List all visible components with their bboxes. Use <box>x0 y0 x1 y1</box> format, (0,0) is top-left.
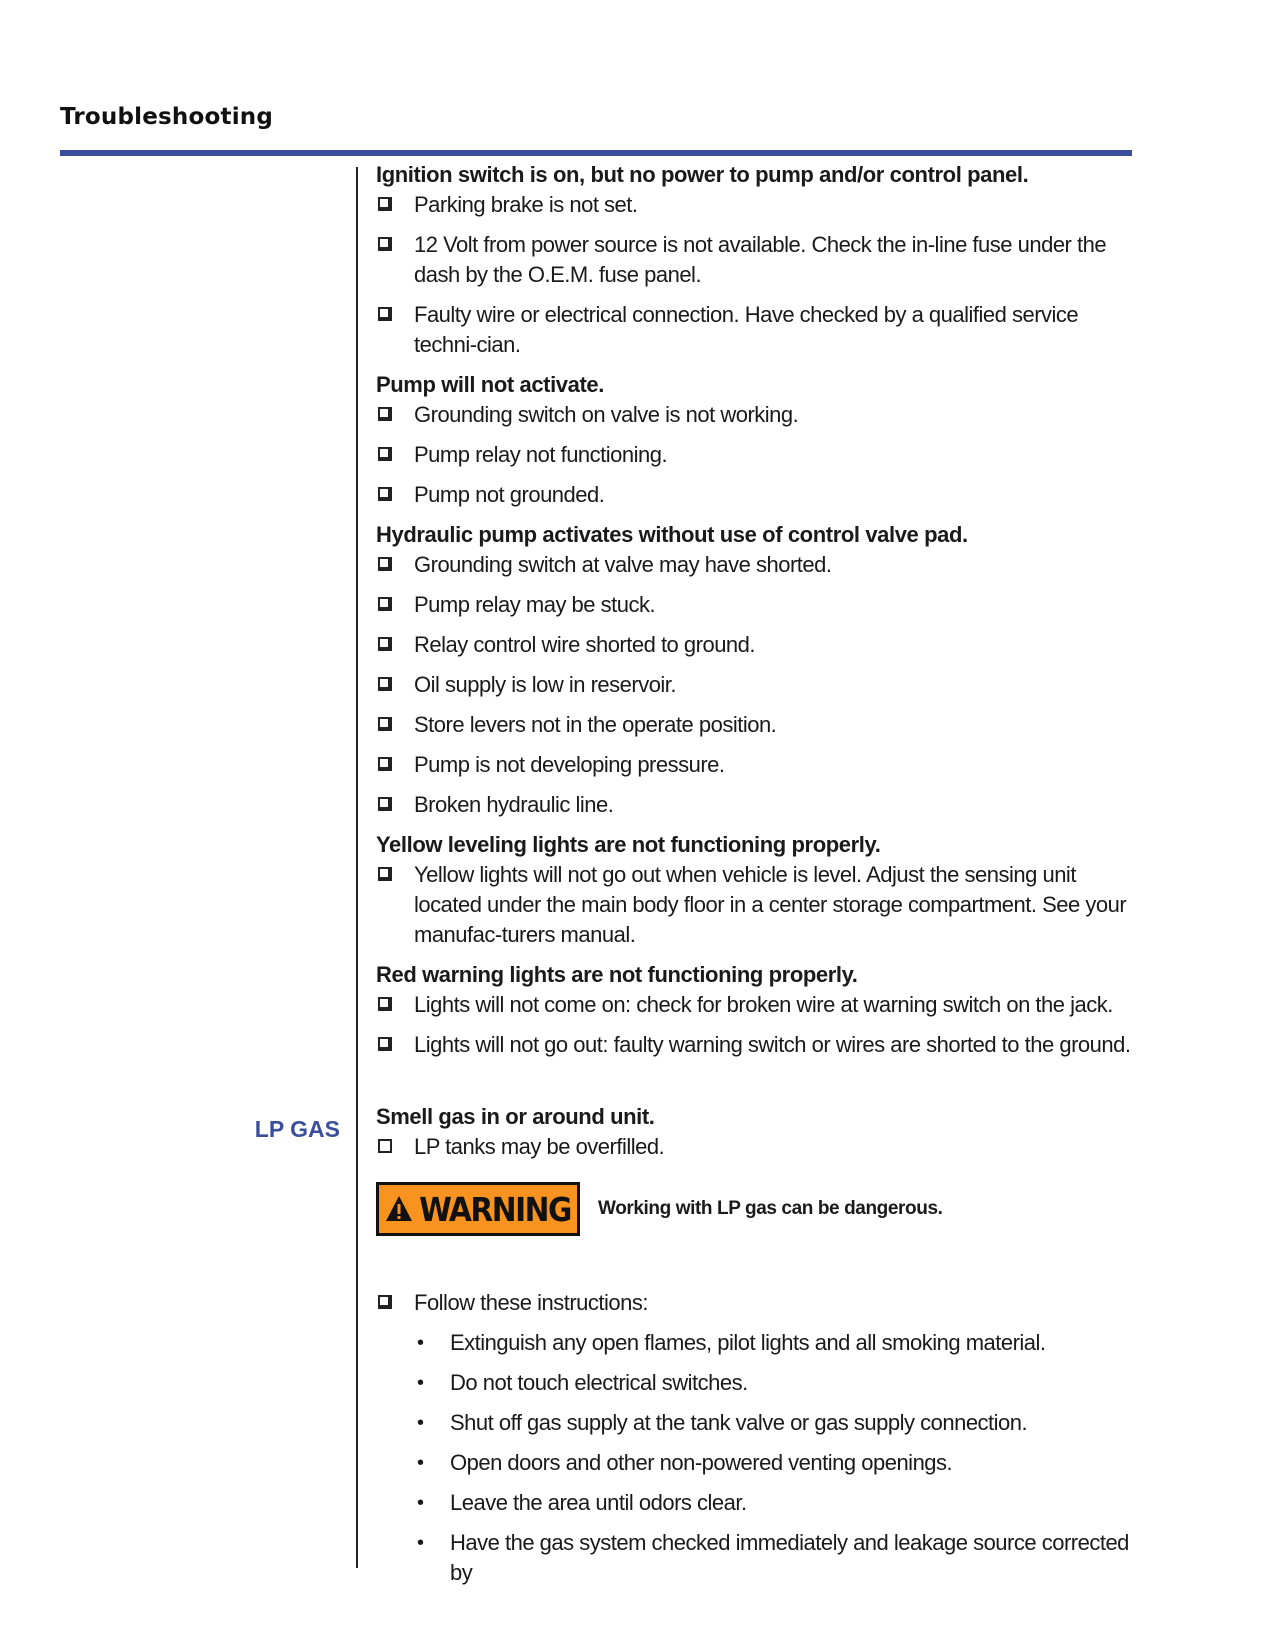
list-item <box>376 440 1132 470</box>
checkbox-icon <box>378 797 392 811</box>
bullet-icon: • <box>417 1452 424 1474</box>
list-item <box>376 790 1132 820</box>
checkbox-icon <box>378 407 392 421</box>
item-text: Pump relay may be stuck. <box>414 592 656 617</box>
instruction-text: Leave the area until odors clear. <box>450 1490 747 1515</box>
list-item <box>376 1132 1132 1162</box>
list-item <box>376 300 1132 360</box>
item-text: Lights will not go out: faulty warning switch or wires are shorted to the ground. <box>414 1032 1131 1057</box>
instruction-item <box>414 1448 1132 1478</box>
checkbox-icon <box>378 1295 392 1309</box>
list-item <box>376 480 1132 510</box>
list-item <box>376 990 1132 1020</box>
instruction-list <box>376 1328 1132 1588</box>
item-text: Faulty wire or electrical connection. Have checked by a qualified service techni-cian. <box>414 302 1079 357</box>
bullet-icon: • <box>417 1532 424 1554</box>
checkbox-icon <box>378 677 392 691</box>
checkbox-icon <box>378 237 392 251</box>
item-text: Yellow lights will not go out when vehicle is level. Adjust the sensing unit located under the main body floor in a center storage compartment. See your manufac-turers manual. <box>414 862 1127 947</box>
item-text: Pump is not developing pressure. <box>414 752 725 777</box>
item-text: Pump relay not functioning. <box>414 442 668 467</box>
instruction-item <box>414 1528 1132 1588</box>
column-divider <box>356 167 358 1568</box>
checkbox-icon <box>378 717 392 731</box>
list-item <box>376 860 1132 950</box>
list-item <box>376 630 1132 660</box>
checkbox-icon <box>378 487 392 501</box>
list-item <box>376 1288 1132 1318</box>
item-text: Broken hydraulic line. <box>414 792 614 817</box>
item-text: Grounding switch at valve may have shorted. <box>414 552 832 577</box>
list-item <box>376 550 1132 580</box>
instruction-item <box>414 1408 1132 1438</box>
checkbox-icon <box>378 447 392 461</box>
instruction-text: Do not touch electrical switches. <box>450 1370 748 1395</box>
section-title: Ignition switch is on, but no power to pump and/or control panel. <box>376 162 1029 187</box>
checkbox-icon <box>378 997 392 1011</box>
item-text: LP tanks may be overfilled. <box>414 1134 665 1159</box>
instruction-item <box>414 1488 1132 1518</box>
checkbox-icon <box>378 307 392 321</box>
list-item <box>376 230 1132 290</box>
checkbox-icon <box>378 557 392 571</box>
item-text: Oil supply is low in reservoir. <box>414 672 677 697</box>
bullet-icon: • <box>417 1372 424 1394</box>
page-title: Troubleshooting <box>60 104 274 130</box>
instruction-text: Open doors and other non-powered venting openings. <box>450 1450 953 1475</box>
section-title: Yellow leveling lights are not functioning properly. <box>376 832 881 857</box>
section-title: Red warning lights are not functioning properly. <box>376 962 858 987</box>
list-item <box>376 590 1132 620</box>
list-item <box>376 400 1132 430</box>
warning-badge-label: WARNING <box>419 1189 571 1229</box>
instruction-item <box>414 1368 1132 1398</box>
list-item <box>376 1030 1132 1060</box>
checkbox-icon <box>378 1037 392 1051</box>
checkbox-icon <box>378 197 392 211</box>
instruction-text: Shut off gas supply at the tank valve or gas supply connection. <box>450 1410 1028 1435</box>
checkbox-icon <box>378 757 392 771</box>
checkbox-icon <box>378 1139 392 1153</box>
bullet-icon: • <box>417 1492 424 1514</box>
warning-triangle-icon <box>385 1195 413 1223</box>
instruction-text: Have the gas system checked immediately and leakage source corrected by <box>450 1530 1129 1585</box>
item-text: Store levers not in the operate position. <box>414 712 777 737</box>
item-text: Grounding switch on valve is not working. <box>414 402 799 427</box>
header-rule <box>60 150 1132 156</box>
troubleshooting-content <box>376 160 1132 1598</box>
item-text: Pump not grounded. <box>414 482 605 507</box>
item-text: 12 Volt from power source is not available. Check the in-line fuse under the dash by the O.E.M. fuse panel. <box>414 232 1107 287</box>
item-text: Parking brake is not set. <box>414 192 638 217</box>
side-label-lp-gas: LP GAS <box>254 1116 340 1142</box>
checkbox-icon <box>378 867 392 881</box>
checkbox-icon <box>378 597 392 611</box>
list-item <box>376 750 1132 780</box>
bullet-icon: • <box>417 1412 424 1434</box>
list-item <box>376 190 1132 220</box>
item-text: Relay control wire shorted to ground. <box>414 632 756 657</box>
instruction-item <box>414 1328 1132 1358</box>
warning-row <box>376 1182 1132 1236</box>
warning-text: Working with LP gas can be dangerous. <box>598 1198 943 1219</box>
item-text: Follow these instructions: <box>414 1290 648 1315</box>
bullet-icon: • <box>417 1332 424 1354</box>
instruction-text: Extinguish any open flames, pilot lights and all smoking material. <box>450 1330 1046 1355</box>
list-item <box>376 670 1132 700</box>
list-item <box>376 710 1132 740</box>
section-title: Pump will not activate. <box>376 372 604 397</box>
section-title: Hydraulic pump activates without use of control valve pad. <box>376 522 968 547</box>
lp-gas-title: Smell gas in or around unit. <box>376 1104 655 1129</box>
warning-badge <box>376 1182 580 1236</box>
item-text: Lights will not come on: check for broken wire at warning switch on the jack. <box>414 992 1113 1017</box>
checkbox-icon <box>378 637 392 651</box>
